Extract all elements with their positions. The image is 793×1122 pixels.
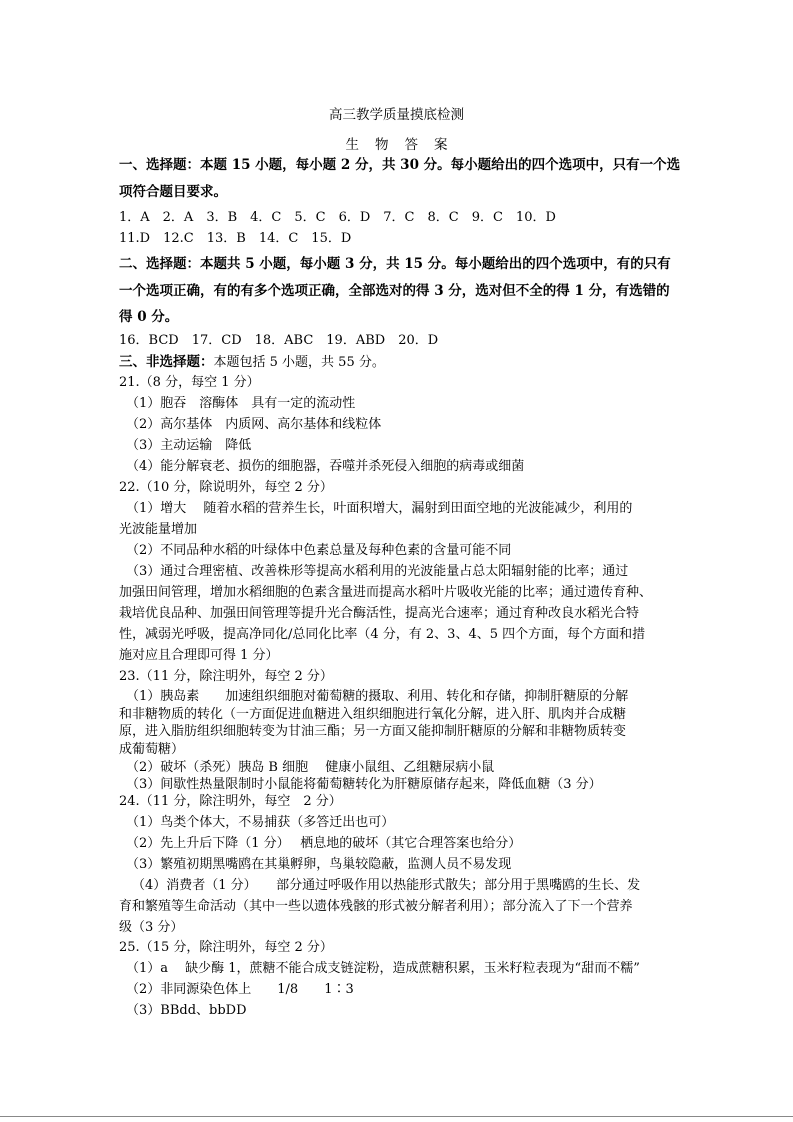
section1-heading-line1: 一、选择题：本题 15 小题，每小题 2 分，共 30 分。每小题给出的四个选项中，只有一个选 [119,157,681,173]
q22-line6: 栽培优良品种、加强田间管理等提升光合酶活性，提高光合速率；通过育种改良水稻光合特 [119,606,640,621]
q23-header: 23.（11 分，除注明外，每空 2 分） [119,669,333,684]
section3-heading-bold: 三、非选择题： [119,354,214,370]
section3-heading-rest: 本题包括 5 小题，共 55 分。 [213,355,385,370]
q23-line6: （3）间歇性热量限制时小鼠能将葡萄糖转化为肝糖原储存起来，降低血糖（3 分） [126,777,602,792]
q22-line4: （3）通过合理密植、改善株形等提高水稻利用的光波能量占总太阳辐射能的比率；通过 [126,564,629,579]
q23-line3: 原，进入脂肪组织细胞转变为甘油三酯；另一方面又能抑制肝糖原的分解和非糖物质转变 [119,724,627,739]
q25-line1: （1）a 缺少酶 1，蔗糖不能合成支链淀粉，造成蔗糖积累，玉米籽粒表现为“甜而不糯” [126,961,640,976]
q25-header: 25.（15 分，除注明外，每空 2 分） [119,940,333,955]
q21-header: 21.（8 分，每空 1 分） [119,375,260,390]
section3-heading [119,353,385,372]
section1-heading-line2: 项符合题目要求。 [119,184,227,200]
q23-line4: 成葡萄糖） [119,742,185,757]
q21-line3: （3）主动运输 降低 [126,438,252,453]
section2-heading-line1: 二、选择题：本题共 5 小题，每小题 3 分，共 15 分。每小题给出的四个选项中，有的只有 [119,256,671,272]
section1-answers-row1: 1．A 2．A 3．B 4．C 5．C 6．D 7．C 8．C 9．C 10．D [119,210,556,225]
q24-line6: 级（3 分） [119,920,184,935]
q24-line4: （4）消费者（1 分） 部分通过呼吸作用以热能形式散失；部分用于黑嘴鸥的生长、发 [132,878,641,893]
q25-line3: （3）BBdd、bbDD [126,1003,247,1018]
q23-line1: （1）胰岛素 加速组织细胞对葡萄糖的摄取、利用、转化和存储，抑制肝糖原的分解 [126,689,629,704]
q22-line8: 施对应且合理即可得 1 分） [119,648,279,663]
q22-line3: （2）不同品种水稻的叶绿体中色素总量及每种色素的含量可能不同 [126,543,512,558]
q22-header: 22.（10 分，除说明外，每空 2 分） [119,480,333,495]
q24-line1: （1）鸟类个体大，不易捕获（多答迁出也可） [126,815,395,830]
section1-answers-row2: 11.D 12.C 13．B 14．C 15．D [119,231,352,246]
q22-line5: 加强田间管理，增加水稻细胞的色素含量进而提高水稻叶片吸收光能的比率；通过遗传育种、 [119,585,653,600]
page-bottom-rule [0,1116,793,1117]
page-subtitle: 生物答案 [345,137,464,153]
section2-answers: 16．BCD 17．CD 18．ABC 19．ABD 20．D [119,333,439,348]
section2-heading-line3: 得 0 分。 [119,309,179,325]
q23-line5: （2）破坏（杀死）胰岛 B 细胞 健康小鼠组、乙组糖尿病小鼠 [126,760,495,775]
page-title: 高三教学质量摸底检测 [329,107,464,123]
q23-line2: 和非糖物质的转化（一方面促进血糖进入组织细胞进行氧化分解，进入肝、肌肉并合成糖 [119,707,627,722]
q21-line1: （1）胞吞 溶酶体 具有一定的流动性 [126,396,356,411]
q24-line5: 育和繁殖等生命活动（其中一些以遗体残骸的形式被分解者利用）；部分流入了下一个营养 [119,899,633,914]
section2-heading-line2: 一个选项正确，有的有多个选项正确，全部选对的得 3 分，选对但不全的得 1 分，有选错的 [119,283,670,299]
q22-line1: （1）增大 随着水稻的营养生长，叶面积增大，漏射到田面空地的光波能减少，利用的 [126,501,633,516]
q24-header: 24.（11 分，除注明外，每空 2 分） [119,794,342,809]
q25-line2: （2）非同源染色体上 1/8 1∶3 [126,982,354,997]
q22-line2: 光波能量增加 [119,522,198,537]
q21-line4: （4）能分解衰老、损伤的细胞器，吞噬并杀死侵入细胞的病毒或细菌 [126,459,525,474]
q22-line7: 性，减弱光呼吸，提高净同化/总同化比率（4 分，有 2、3、4、5 四个方面，每个方面和措 [119,627,646,642]
q21-line2: （2）高尔基体 内质网、高尔基体和线粒体 [126,417,382,432]
q24-line3: （3）繁殖初期黑嘴鸥在其巢孵卵，鸟巢较隐蔽，监测人员不易发现 [126,857,512,872]
q24-line2: （2）先上升后下降（1 分） 栖息地的破坏（其它合理答案也给分） [126,836,522,851]
